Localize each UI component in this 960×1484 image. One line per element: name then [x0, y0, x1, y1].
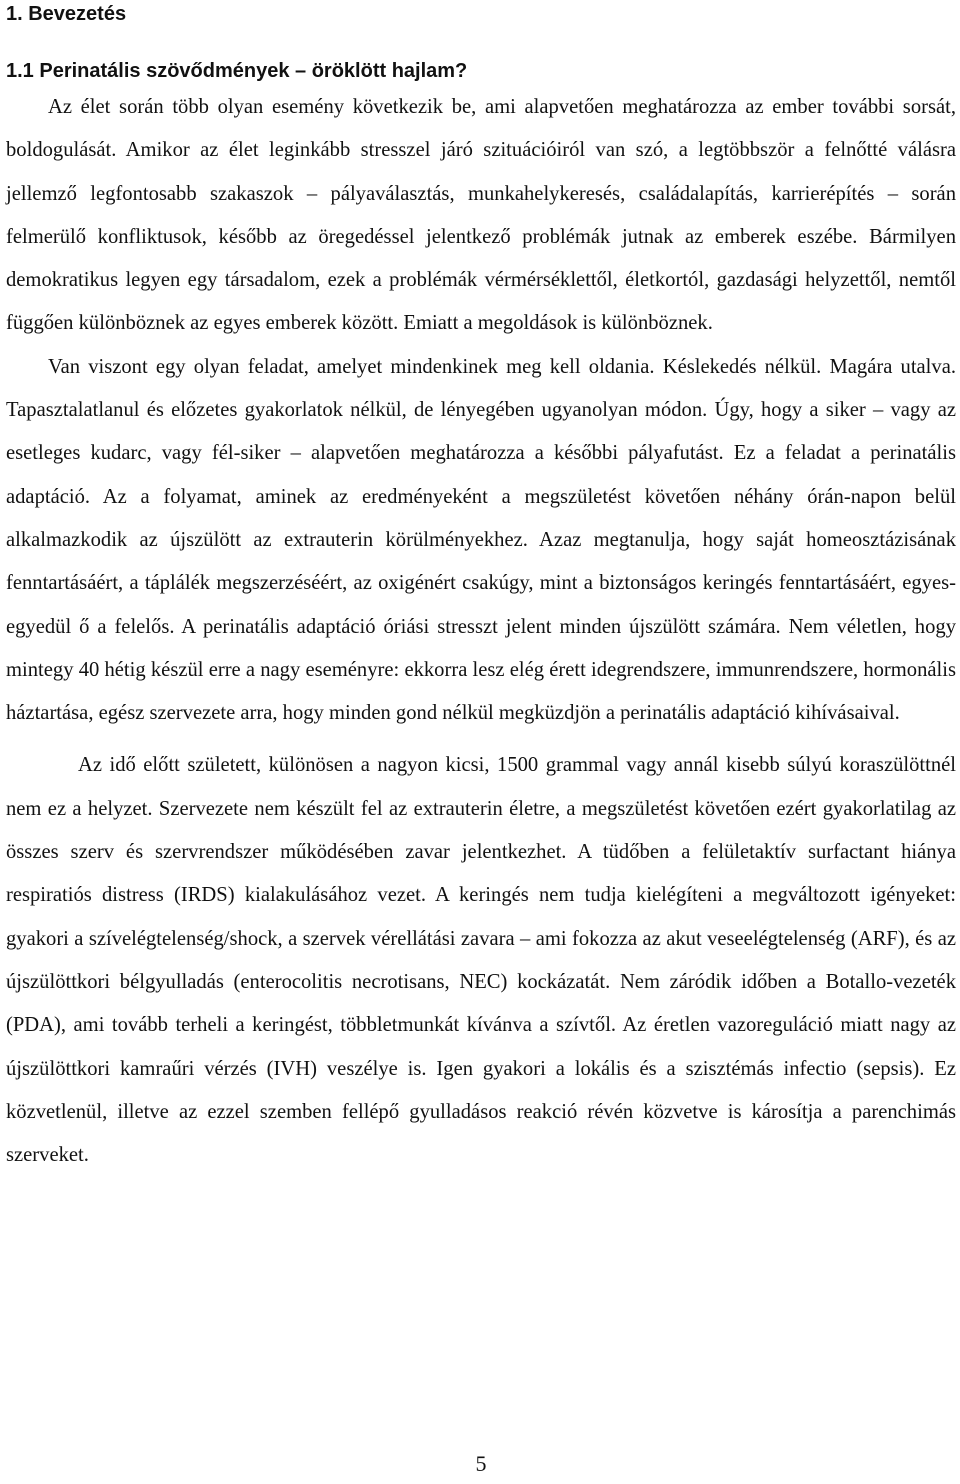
chapter-heading: 1. Bevezetés [6, 3, 127, 25]
page-number: 5 [475, 1451, 487, 1476]
section-heading: 1.1 Perinatális szövődmények – öröklött hajlam? [6, 60, 468, 82]
body-text [6, 86, 956, 1177]
paragraph-perinatal-adaptation: Van viszont egy olyan feladat, amelyet mindenkinek meg kell oldania. Késlekedés nélkül. Magára utalva. Tapasztalatlanul és előzetes gyakorlatok nélkül, de lényegében ugyanolyan módon. Úgy, hogy a siker – vagy az esetleges kudarc, vagy fél-siker – alapvetően meghatározza a későbbi pályafutást. Ez a feladat a perinatális adaptáció. Az a folyamat, aminek az eredményeként a megszületést követően néhány órán-napon belül alkalmazkodik az újszülött az extrauterin körülményekhez. Azaz megtanulja, hogy saját homeosztázisának fenntartásáért, a táplálék megszerzéséért, az oxigénért csakúgy, mint a biztonságos keringés fenntartásáért, egyes-egyedül ő a felelős. A perinatális adaptáció óriási stresszt jelent minden újszülött számára. Nem véletlen, hogy mintegy 40 hétig készül erre a nagy eseményre: ekkorra lesz elég érett idegrendszere, immunrendszere, hormonális háztartása, egész szervezete arra, hogy minden gond nélkül megküzdjön a perinatális adaptáció kihívásaival. [6, 355, 956, 725]
paragraph-intro: Az élet során több olyan esemény következik be, ami alapvetően meghatározza az ember további sorsát, boldogulását. Amikor az élet leginkább stresszel járó szituációiról van szó, a legtöbbször a felnőtté válásra jellemző legfontosabb szakaszok – pályaválasztás, munkahelykeresés, családalapítás, karrierépítés – során felmerülő konfliktusok, később az öregedéssel jelentkező problémák jutnak az emberek eszébe. Bármilyen demokratikus legyen egy társadalom, ezek a problémák vérmérséklettől, életkortól, gazdasági helyzettől, nemtől függően különböznek az egyes emberek között. Emiatt a megoldások is különböznek. [6, 96, 956, 335]
paragraph-premature: Az idő előtt született, különösen a nagyon kicsi, 1500 grammal vagy annál kisebb súlyú koraszülöttnél nem ez a helyzet. Szervezete nem készült fel az extrauterin életre, a megszületést követően ezért gyakorlatilag az összes szerv és szervrendszer működésében zavar jelentkezhet. A tüdőben a felületaktív surfactant hiánya respiratiós distress (IRDS) kialakulásához vezet. A keringés nem tudja kielégíteni a megváltozott igényeket: gyakori a szívelégtelenség/shock, a szervek vérellátási zavara – ami fokozza az akut veseelégtelenség (ARF), és az újszülöttkori bélgyulladás (enterocolitis necrotisans, NEC) kockázatát. Nem záródik időben a Botallo-vezeték (PDA), ami tovább terheli a keringést, többletmunkát kívánva a szívtől. Az éretlen vazoreguláció miatt nagy az újszülöttkori kamraűri vérzés (IVH) veszélye is. Igen gyakori a lokális és a szisztémás infectio (sepsis). Ez közvetlenül, illetve az ezzel szemben fellépő gyulladásos reakció révén közvetve is károsítja a parenchimás szerveket. [6, 754, 956, 1167]
